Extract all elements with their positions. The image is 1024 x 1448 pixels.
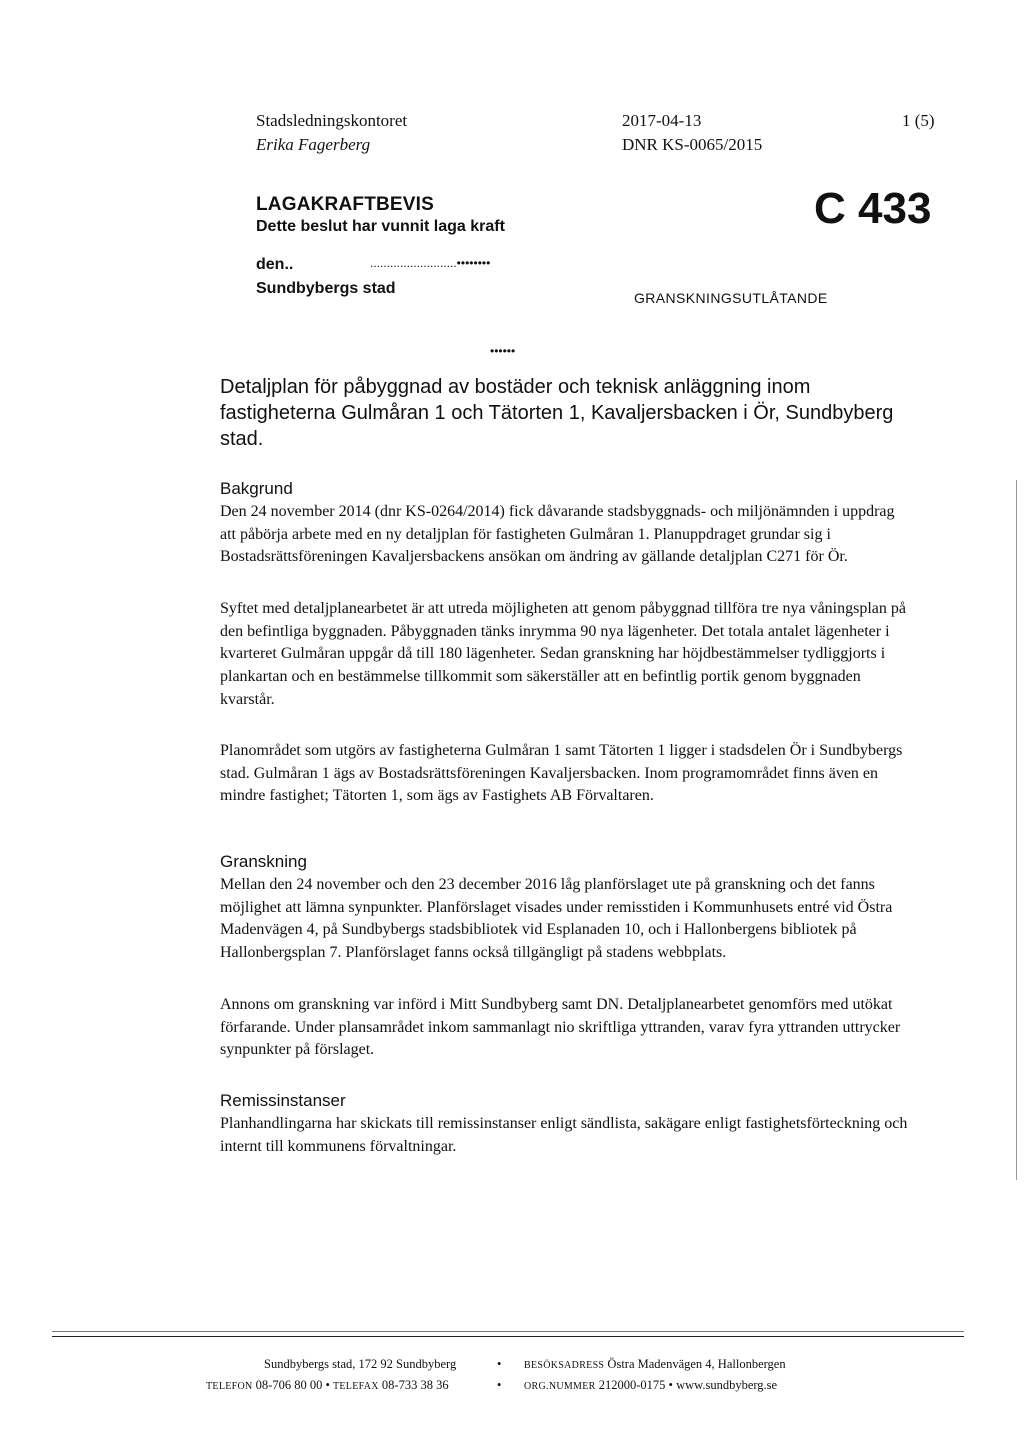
stamp-municipality: Sundbybergs stad (256, 280, 396, 297)
document-date: 2017-04-13 (622, 111, 702, 130)
office-name: Stadsledningskontoret (256, 111, 408, 130)
section-heading-bakgrund: Bakgrund (220, 479, 293, 498)
scan-edge-line (1016, 480, 1017, 1180)
footer-org-label: ORG.NUMMER (524, 1381, 596, 1392)
stamp-decision-line: Dette beslut har vunnit laga kraft (256, 218, 505, 235)
paragraph-bakgrund-3: Planområdet som utgörs av fastigheterna Gulmåran 1 samt Tätorten 1 ligger i stadsdelen Ör i Sundbybergs stad. Gulmåran 1 ägs av Bostadsrättsföreningen Kavaljersbacken. Inom programområdet finns även en mindre fastighet; Tätorten 1, som ägs av Fastighets AB Förvaltaren. (220, 742, 903, 805)
footer-fax-label: TELEFAX (332, 1381, 379, 1392)
footer-phone-fax (206, 1377, 449, 1395)
footer-bullet: • (668, 1378, 673, 1392)
footer-visit-label: BESÖKSADRESS (524, 1360, 605, 1371)
section-heading-granskning: Granskning (220, 852, 307, 871)
footer-divider (52, 1336, 964, 1337)
page-title: Detaljplan för påbyggnad av bostäder och teknisk anläggning inom fastigheterna Gulmåran 1 och Tätorten 1, Kavaljersbacken i Ör, Sundbyberg stad. (220, 376, 894, 450)
paragraph-remissinstanser-1: Planhandlingarna har skickats till remissinstanser enligt sändlista, sakägare enligt fastighetsförteckning och internt till kommunens förvaltningar. (220, 1115, 908, 1155)
section-heading-remissinstanser: Remissinstanser (220, 1091, 346, 1110)
author-name: Erika Fagerberg (256, 135, 371, 154)
footer-org-web (524, 1377, 777, 1395)
footer-postal-address: Sundbybergs stad, 172 92 Sundbyberg (264, 1357, 457, 1371)
paragraph-granskning-2: Annons om granskning var införd i Mitt Sundbyberg samt DN. Detaljplanearbetet genomförs med utökat förfarande. Under plansamrådet inkom sammanlagt nio skriftliga yttranden, varav fyra yttranden uttrycker synpunkter på förslaget. (220, 996, 901, 1059)
footer-fax-value: 08-733 38 36 (381, 1378, 449, 1392)
stamp-dotted-line: ..........................•••••••• (370, 256, 491, 270)
footer-phone-value: 08-706 80 00 (255, 1378, 323, 1392)
footer-visit-value: Östra Madenvägen 4, Hallonbergen (607, 1357, 786, 1371)
page-number: 1 (5) (902, 111, 935, 130)
document-dnr: DNR KS-0065/2015 (622, 135, 763, 154)
footer-website-link[interactable]: www.sundbyberg.se (676, 1378, 778, 1392)
footer-visit-address (524, 1356, 786, 1374)
stamp-signature-dots: •••••• (490, 344, 516, 358)
footer-divider-top (52, 1331, 964, 1332)
footer-bullet: • (325, 1378, 330, 1392)
footer-phone-label: TELEFON (206, 1381, 253, 1392)
plan-code: C 433 (814, 184, 932, 233)
footer-bullet: • (497, 1378, 502, 1392)
legal-force-stamp (256, 194, 536, 324)
footer-bullet: • (497, 1357, 502, 1371)
footer-org-value: 212000-0175 (598, 1378, 666, 1392)
paragraph-bakgrund-1: Den 24 november 2014 (dnr KS-0264/2014) fick dåvarande stadsbyggnads- och miljönämnden i uppdrag att påbörja arbete med en ny detaljplan för fastigheten Gulmåran 1. Planuppdraget grundar sig i Bostadsrättsföreningen Kavaljersbackens ansökan om ändring av gällande detaljplan C271 för Ör. (220, 503, 895, 566)
paragraph-granskning-1: Mellan den 24 november och den 23 december 2016 låg planförslaget ute på granskning och det fanns möjlighet att lämna synpunkter. Planförslaget visades under remisstiden i Kommunhusets entré vid Östra Madenvägen 4, på Sundbybergs stadsbibliotek vid Esplanaden 10, och i Hallonbergens bibliotek på Hallonbergsplan 7. Planförslaget fanns också tillgängligt på stadens webbplats. (220, 876, 893, 962)
stamp-title: LAGAKRAFTBEVIS (256, 194, 435, 215)
paragraph-bakgrund-2: Syftet med detaljplanearbetet är att utreda möjligheten att genom påbyggnad tillföra tre nya våningsplan på den befintliga byggnaden. Påbyggnaden tänks inrymma 90 nya lägenheter. Det totala antalet lägenheter i kvarteret Gulmåran uppgår då till 180 lägenheter. Sedan granskning har höjdbestämmelser tydliggjorts i plankartan och en bestämmelse tillkommit som säkerställer att en befintlig portik genom byggnaden kvarstår. (220, 600, 906, 708)
stamp-date-line: den.. (256, 256, 294, 273)
document-type: GRANSKNINGSUTLÅTANDE (634, 290, 828, 306)
